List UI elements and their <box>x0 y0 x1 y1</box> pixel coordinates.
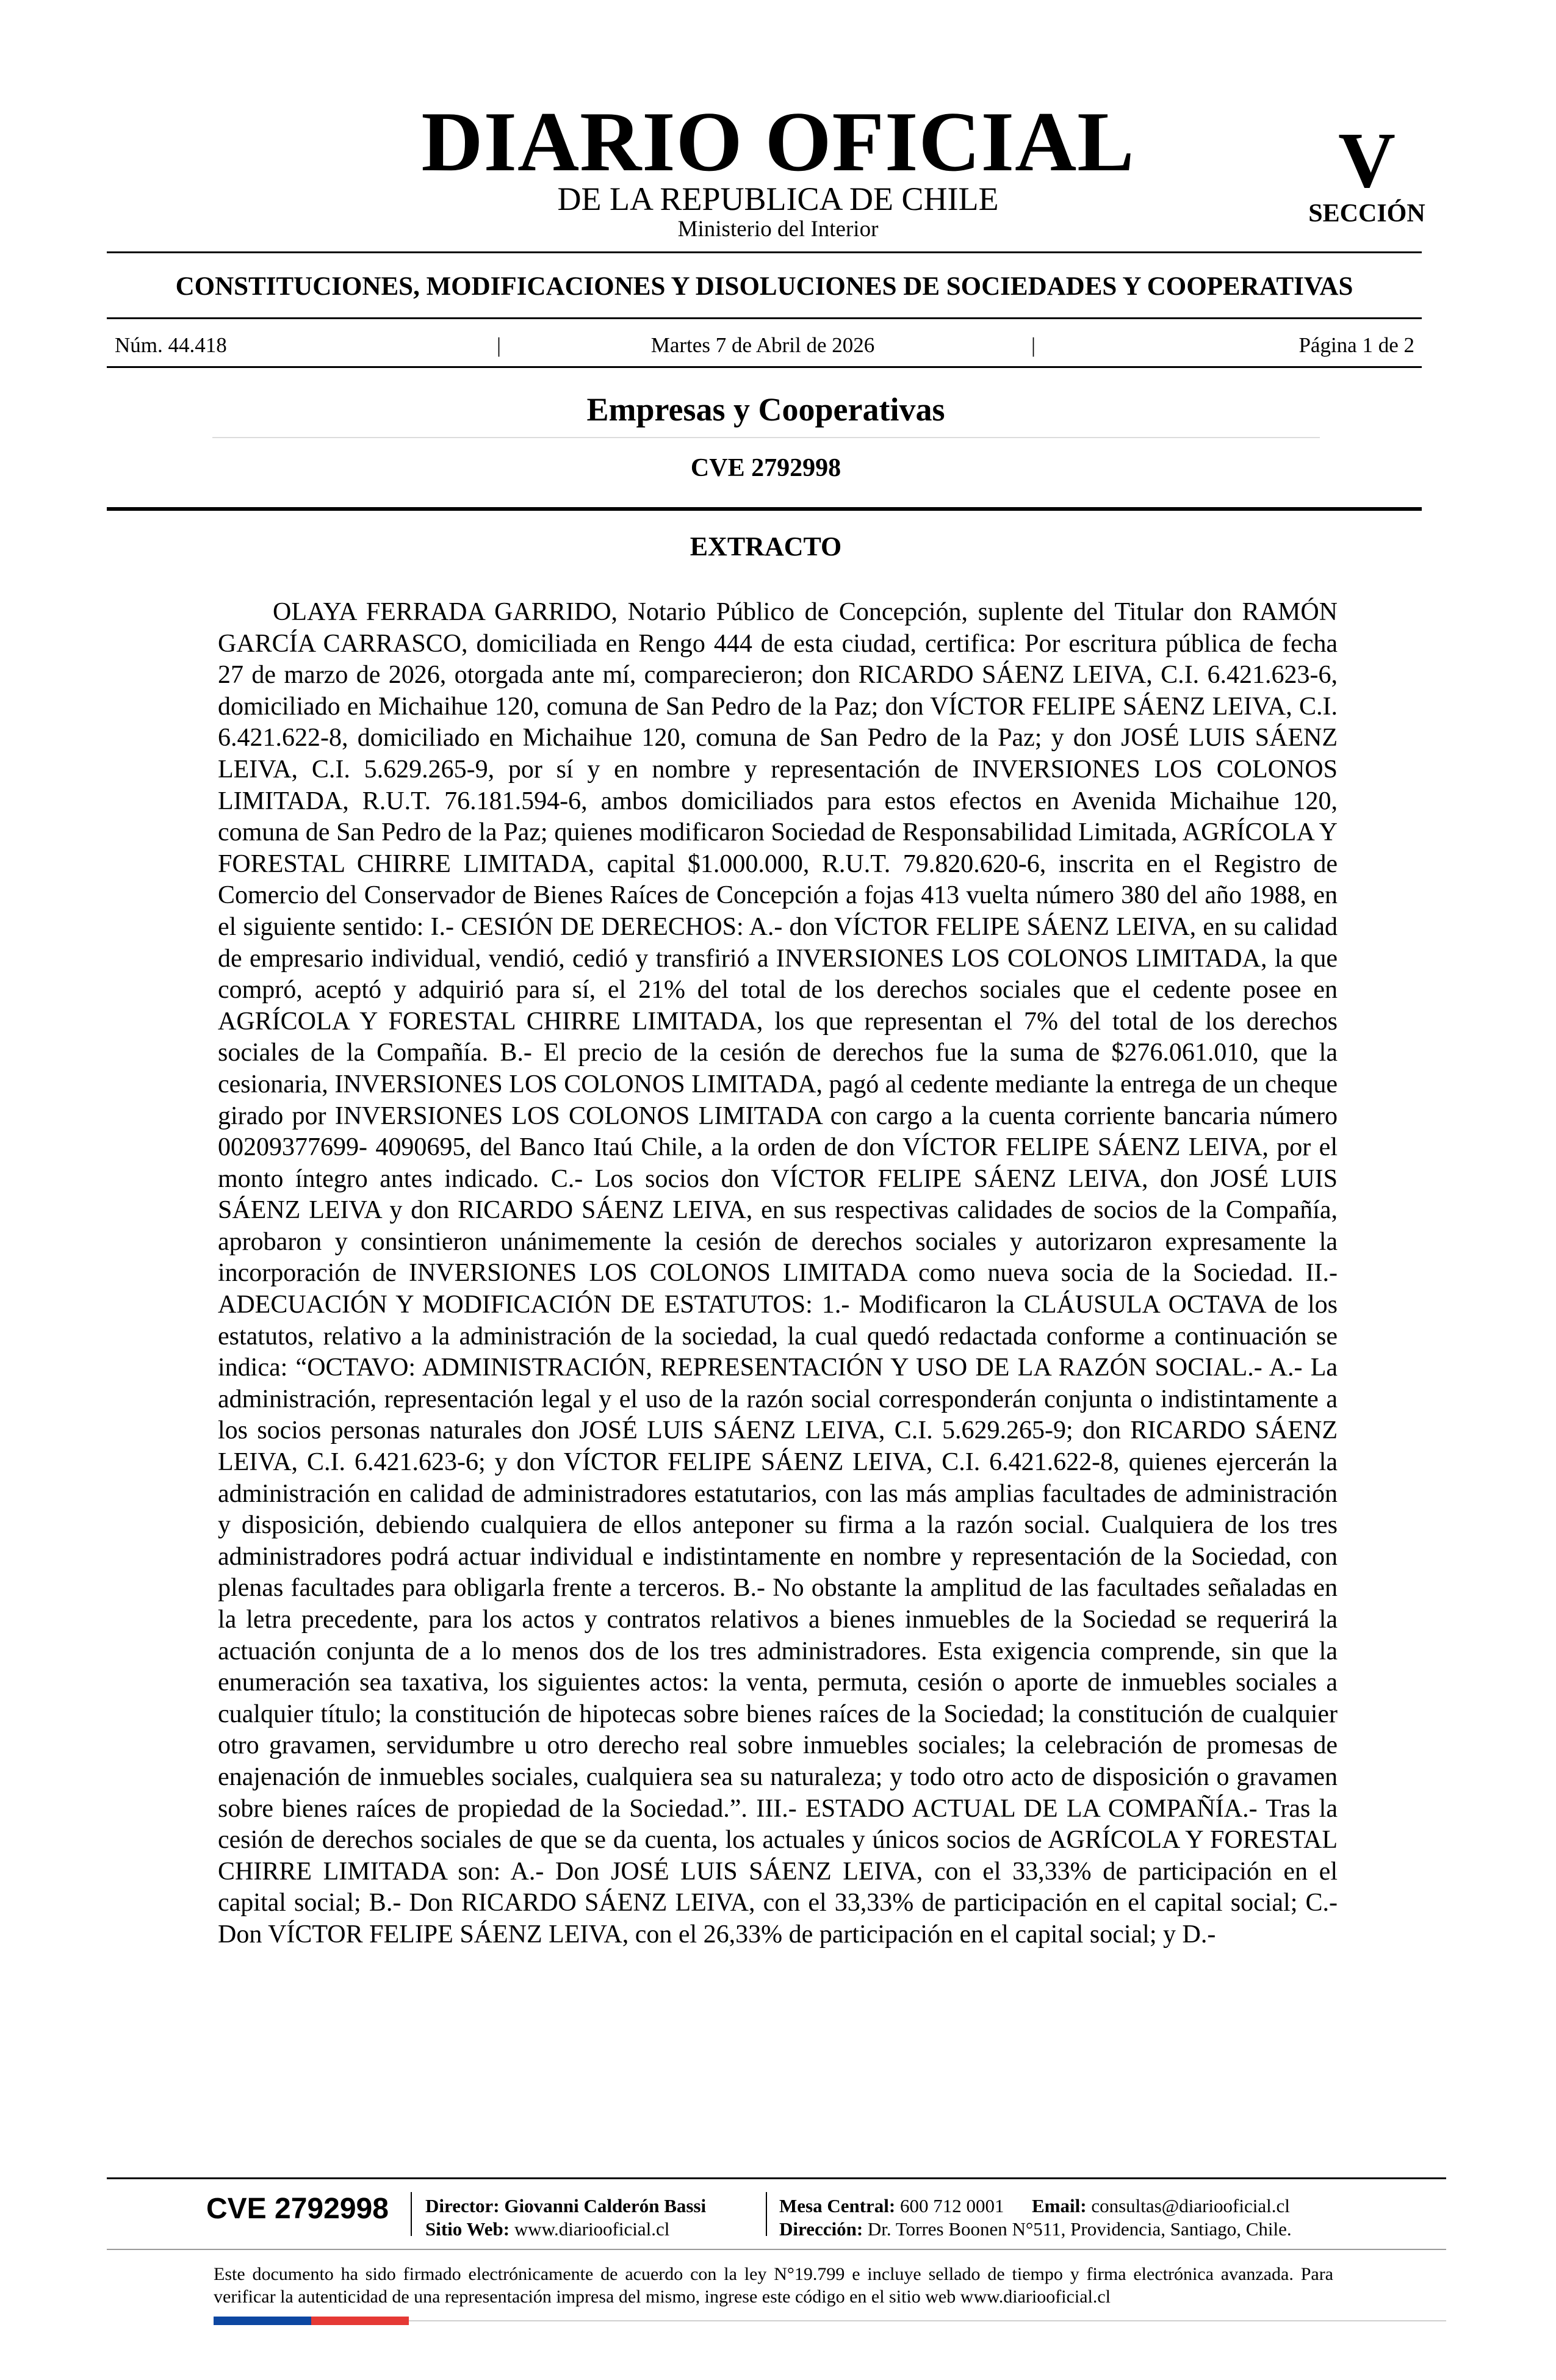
footer-divider-right <box>766 2192 767 2236</box>
cve-code: CVE 2792998 <box>690 454 841 482</box>
phone-value: 600 712 0001 <box>900 2195 1004 2216</box>
email-label: Email: <box>1032 2195 1087 2216</box>
director-label: Director: <box>425 2195 500 2216</box>
footer-director <box>425 2194 706 2218</box>
document-body: OLAYA FERRADA GARRIDO, Notario Público de Concepción, suplente del Titular don RAMÓN GARCÍA CARRASCO, domiciliada en Rengo 444 de esta ciudad, certifica: Por escritura pública de fecha 27 de marzo de 2026, otorgada ante mí, comparecieron; don RICARDO SÁENZ LEIVA, C.I. 6.421.623-6, domiciliado en Michaihue 120, comuna de San Pedro de la Paz; don VÍCTOR FELIPE SÁENZ LEIVA, C.I. 6.421.622-8, domiciliado en Michaihue 120, comuna de San Pedro de la Paz; y don JOSÉ LUIS SÁENZ LEIVA, C.I. 5.629.265-9, por sí y en nombre y representación de INVERSIONES LOS COLONOS LIMITADA, R.U.T. 76.181.594-6, ambos domiciliados para estos efectos en Avenida Michaihue 120, comuna de San Pedro de la Paz; quienes modificaron Sociedad de Responsabilidad Limitada, AGRÍCOLA Y FORESTAL CHIRRE LIMITADA, capital $1.000.000, R.U.T. 79.820.620-6, inscrita en el Registro de Comercio del Conservador de Bienes Raíces de Concepción a fojas 413 vuelta número 380 del año 1988, en el siguiente sentido: I.- CESIÓN DE DERECHOS: A.- don VÍCTOR FELIPE SÁENZ LEIVA, en su calidad de empresario individual, vendió, cedió y transfirió a INVERSIONES LOS COLONOS LIMITADA, la que compró, aceptó y adquirió para sí, el 21% del total de los derechos sociales que el cedente posee en AGRÍCOLA Y FORESTAL CHIRRE LIMITADA, los que representan el 7% del total de los derechos sociales de la Compañía. B.- El precio de la cesión de derechos fue la suma de $276.061.010, que la cesionaria, INVERSIONES LOS COLONOS LIMITADA, pagó al cedente mediante la entrega de un cheque girado por INVERSIONES LOS COLONOS LIMITADA con cargo a la cuenta corriente bancaria número 00209377699- 4090695, del Banco Itaú Chile, a la orden de don VÍCTOR FELIPE SÁENZ LEIVA, por el monto íntegro antes indicado. C.- Los socios don VÍCTOR FELIPE SÁENZ LEIVA, don JOSÉ LUIS SÁENZ LEIVA y don RICARDO SÁENZ LEIVA, en sus respectivas calidades de socios de la Compañía, aprobaron y consintieron unánimemente la cesión de derechos sociales y autorizaron expresamente la incorporación de INVERSIONES LOS COLONOS LIMITADA como nueva socia de la Sociedad. II.- ADECUACIÓN Y MODIFICACIÓN DE ESTATUTOS: 1.- Modificaron la CLÁUSULA OCTAVA de los estatutos, relativo a la administración de la sociedad, la cual quedó redactada conforme a continuación se indica: “OCTAVO: ADMINISTRACIÓN, REPRESENTACIÓN Y USO DE LA RAZÓN SOCIAL.- A.- La administración, representación legal y el uso de la razón social corresponderán conjunta o indistintamente a los socios personas naturales don JOSÉ LUIS SÁENZ LEIVA, C.I. 5.629.265-9; don RICARDO SÁENZ LEIVA, C.I. 6.421.623-6; y don VÍCTOR FELIPE SÁENZ LEIVA, C.I. 6.421.622-8, quienes ejercerán la administración en calidad de administradores estatutarios, con las más amplias facultades de administración y disposición, debiendo cualquiera de ellos anteponer su firma a la razón social. Cualquiera de los tres administradores podrá actuar individual e indistintamente en nombre y representación de la Sociedad, con plenas facultades para obligarla frente a terceros. B.- No obstante la amplitud de las facultades señaladas en la letra precedente, para los actos y contratos relativos a bienes inmuebles de la Sociedad se requerirá la actuación conjunta de a lo menos dos de los tres administradores. Esta exigencia comprende, sin que la enumeración sea taxativa, los siguientes actos: la venta, permuta, cesión o aporte de inmuebles sociales a cualquier título; la constitución de hipotecas sobre bienes raíces de la Sociedad; la constitución de cualquier otro gravamen, servidumbre u otro derecho real sobre inmuebles sociales; la celebración de promesas de enajenación de inmuebles sociales, cualquiera sea su naturaleza; y todo otro acto de disposición o gravamen sobre bienes raíces de propiedad de la Sociedad.”. III.- ESTADO ACTUAL DE LA COMPAÑÍA.- Tras la cesión de derechos sociales de que se da cuenta, los actuales y únicos socios de AGRÍCOLA Y FORESTAL CHIRRE LIMITADA son: A.- Don JOSÉ LUIS SÁENZ LEIVA, con el 33,33% de participación en el capital social; B.- Don RICARDO SÁENZ LEIVA, con el 33,33% de participación en el capital social; C.- Don VÍCTOR FELIPE SÁENZ LEIVA, con el 26,33% de participación en el capital social; y D.- <box>218 598 1338 1949</box>
footer-site <box>425 2218 669 2241</box>
footer-cve: CVE 2792998 <box>206 2193 389 2225</box>
flag-stripe-red <box>311 2317 409 2325</box>
issue-separator-right: | <box>1031 333 1036 357</box>
masthead-title: DIARIO OFICIAL <box>421 95 1135 189</box>
footer-divider-left <box>411 2192 412 2236</box>
email-link[interactable]: consultas@diariooficial.cl <box>1091 2195 1290 2216</box>
address-value: Dr. Torres Boonen N°511, Providencia, Santiago, Chile. <box>867 2218 1292 2240</box>
address-label: Dirección: <box>779 2218 863 2240</box>
masthead-rule <box>107 251 1422 253</box>
flag-stripe-line <box>409 2320 1446 2321</box>
site-label: Sitio Web: <box>425 2218 510 2240</box>
section-number: V <box>1338 117 1396 204</box>
section-banner: CONSTITUCIONES, MODIFICACIONES Y DISOLUCIONES DE SOCIEDADES Y COOPERATIVAS <box>175 272 1353 301</box>
banner-rule <box>107 317 1422 319</box>
issue-number: Núm. 44.418 <box>115 333 227 357</box>
director-name: Giovanni Calderón Bassi <box>504 2195 707 2216</box>
footer-rule-secondary <box>107 2249 1446 2250</box>
masthead-ministry: Ministerio del Interior <box>677 217 879 242</box>
masthead-subtitle: DE LA REPUBLICA DE CHILE <box>557 181 999 217</box>
issue-page: Página 1 de 2 <box>1298 333 1414 357</box>
footer-address <box>779 2218 1292 2241</box>
issue-rule <box>107 366 1422 368</box>
header-bottom-rule <box>107 507 1422 511</box>
footer-contact <box>779 2194 1290 2218</box>
issue-date: Martes 7 de Abril de 2026 <box>650 333 875 357</box>
issue-separator-left: | <box>497 333 502 357</box>
phone-label: Mesa Central: <box>779 2195 896 2216</box>
category-rule <box>212 437 1320 438</box>
section-label: SECCIÓN <box>1308 200 1425 228</box>
site-link[interactable]: www.diariooficial.cl <box>514 2218 670 2240</box>
document-heading: EXTRACTO <box>690 532 842 561</box>
footer-rule <box>107 2177 1446 2179</box>
category-heading: Empresas y Cooperativas <box>586 391 945 428</box>
flag-stripe-blue <box>214 2317 311 2325</box>
footer-disclaimer: Este documento ha sido firmado electrónicamente de acuerdo con la ley N°19.799 e incluye sellado de tiempo y firma electrónica avanzada. Para verificar la autenticidad de una representación impresa del mismo, ingrese este código en el sitio web www.diariooficial.cl <box>214 2264 1333 2307</box>
